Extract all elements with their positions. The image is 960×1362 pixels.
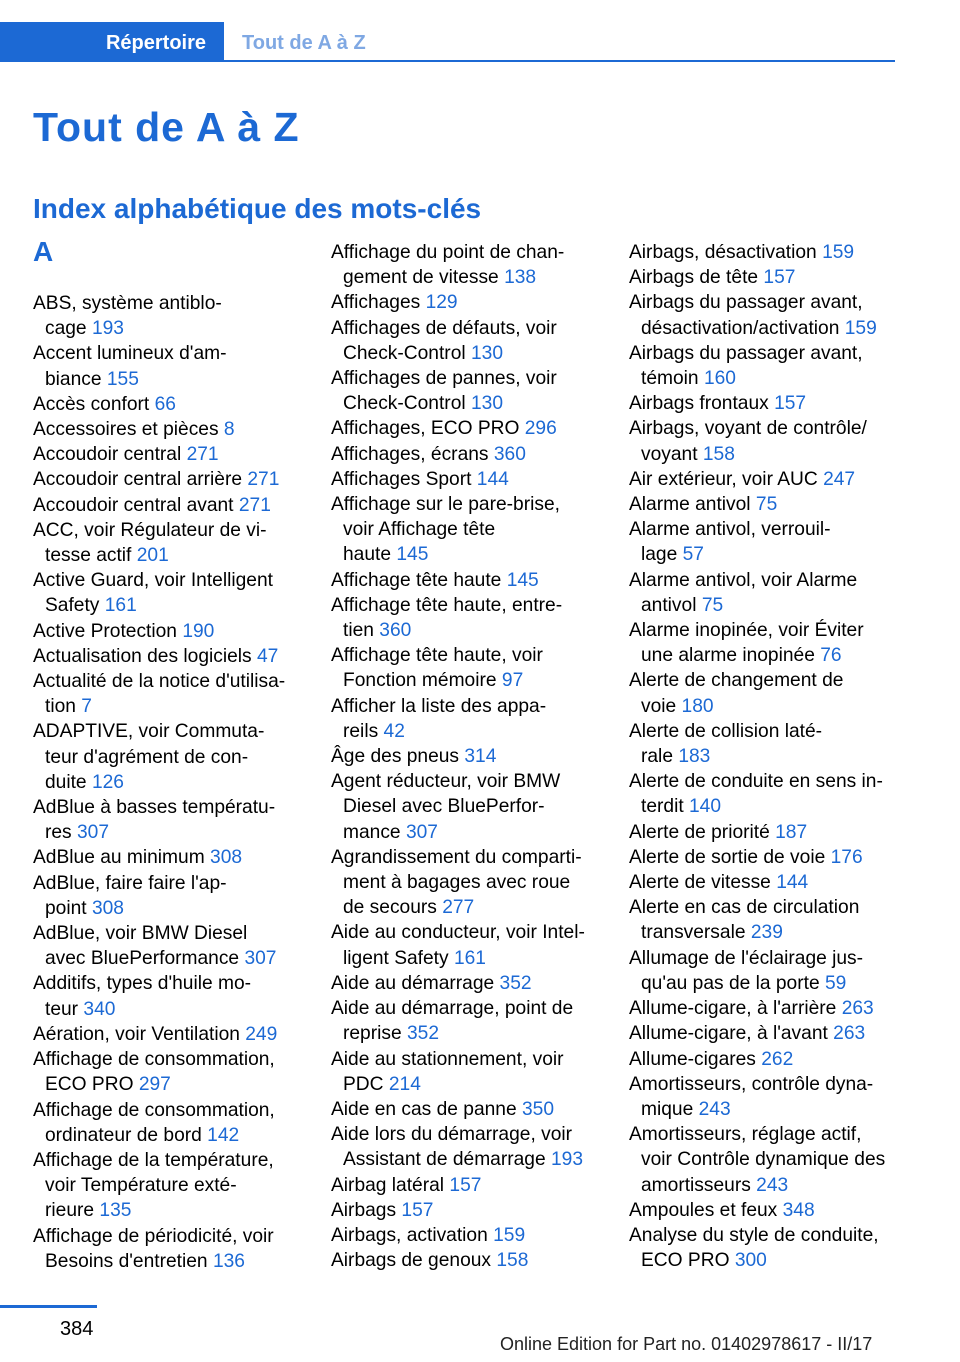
index-entry-text: ment à bagages avec roue [343,872,571,894]
index-entry-text: Affichage de consommation, [33,1099,275,1121]
index-entry [33,1047,305,1097]
index-subtitle: Index alphabétique des mots-clés [33,193,482,224]
index-entry-text: voir Affichage tête [343,519,496,541]
index-entry [331,467,603,492]
index-page-link[interactable]: 159 [493,1224,526,1246]
index-entry-text: Alerte de priorité [629,821,770,843]
index-entry [33,644,305,669]
index-page-link[interactable]: 59 [824,972,847,994]
index-entry-text: ADAPTIVE, voir Commuta- [33,721,265,743]
index-entry [629,946,901,996]
index-entry [331,920,603,970]
index-entry-text: Amortisseurs, réglage actif, [629,1124,862,1146]
index-entry-text: Alarme inopinée, voir Éviter [629,620,864,642]
header-tab-repertoire[interactable]: Répertoire [0,22,224,62]
index-page-link[interactable]: 307 [77,822,110,844]
index-entry [331,1248,603,1273]
index-entry-text: antivol [641,594,697,616]
index-page-link[interactable]: 249 [245,1023,278,1045]
index-entry-text: Alerte de sortie de voie [629,846,826,868]
index-entry-text: Diesel avec BluePerfor- [343,796,545,818]
index-page-link[interactable]: 263 [841,998,874,1020]
index-page-link[interactable]: 307 [244,948,277,970]
index-entry [629,618,901,668]
index-page-link[interactable]: 314 [464,746,497,768]
index-entry-text: gement de vitesse [343,267,499,289]
index-entry-text: Afficher la liste des appa- [331,695,547,717]
index-entry-text: amortisseurs [641,1174,751,1196]
index-entry-text: rale [641,746,673,768]
index-entry [331,568,603,593]
index-entry-text: ECO PRO [45,1074,134,1096]
index-page-link[interactable]: 239 [750,922,783,944]
index-entry [33,795,305,845]
index-entry-text: Affichages de pannes, voir [331,368,557,390]
index-entry-text: Affichages, écrans [331,443,489,465]
index-entry [331,694,603,744]
index-entry-text: Safety [45,595,100,617]
index-entry [331,492,603,568]
index-entry [629,341,901,391]
index-entry-text: Aération, voir Ventilation [33,1023,240,1045]
index-entry-text: Airbags, voyant de contrôle/ [629,418,867,440]
index-entry [629,517,901,567]
index-page-link[interactable]: 190 [182,620,215,642]
index-entry [629,845,901,870]
index-page-link[interactable]: 160 [703,368,736,390]
index-entry-text: Airbags, activation [331,1224,488,1246]
index-entry [331,1047,603,1097]
index-page-link[interactable]: 75 [755,494,778,516]
index-entry [331,593,603,643]
index-entry [331,1223,603,1248]
index-entry-text: voir Contrôle dynamique des [641,1149,886,1171]
index-entry-text: Allume-cigare, à l'arrière [629,998,837,1020]
index-entry-text: Affichage tête haute, entre- [331,594,563,616]
index-entry-text: AdBlue, voir BMW Diesel [33,923,248,945]
index-page-link[interactable]: 263 [833,1023,866,1045]
index-page-link[interactable]: 247 [823,468,856,490]
index-entry-text: Alerte de changement de [629,670,844,692]
index-entry [629,240,901,265]
index-page-link[interactable]: 157 [449,1174,482,1196]
index-entry [629,492,901,517]
index-entry-text: Assistant de démarrage [343,1149,546,1171]
index-entry [331,1198,603,1223]
index-page-link[interactable]: 75 [701,594,724,616]
index-page-link[interactable]: 277 [442,897,475,919]
index-entry [331,971,603,996]
index-entry-text: ordinateur de bord [45,1124,202,1146]
index-page-link[interactable]: 145 [506,569,539,591]
index-page-link[interactable]: 183 [678,746,711,768]
index-entry-text: Accent lumineux d'am- [33,343,227,365]
index-column-2 [331,240,603,1273]
index-entry [33,1224,305,1274]
index-entry-text: Affichages Sport [331,468,472,490]
index-page-link[interactable]: 138 [504,267,537,289]
index-entry-text: Airbags [331,1199,397,1221]
index-entry-text: terdit [641,796,684,818]
index-entry [629,568,901,618]
index-page-link[interactable]: 7 [81,696,92,718]
index-entry-text: témoin [641,368,699,390]
index-page-link[interactable]: 130 [470,393,503,415]
index-page-link[interactable]: 135 [99,1200,132,1222]
index-entry [629,870,901,895]
index-page-link[interactable]: 307 [405,821,438,843]
index-page-link[interactable]: 308 [210,847,243,869]
index-entry [33,845,305,870]
index-entry-text: mique [641,1098,694,1120]
index-entry-text: biance [45,368,102,390]
index-entry-text: Affichage sur le pare-brise, [331,494,560,516]
index-entry-text: Airbags du passager avant, [629,292,863,314]
index-entry-text: Check-Control [343,342,466,364]
index-entry-text: Aide en cas de panne [331,1098,517,1120]
index-entry [331,769,603,845]
index-entry [629,391,901,416]
index-page-link[interactable]: 296 [524,418,557,440]
index-letter-heading: A [33,236,54,267]
index-entry-text: une alarme inopinée [641,645,815,667]
index-entry-text: Affichage de consommation, [33,1049,275,1071]
index-entry-text: reprise [343,1023,402,1045]
index-page-link[interactable]: 145 [396,544,429,566]
index-entry-text: Allumage de l'éclairage jus- [629,947,864,969]
index-entry-text: reils [343,720,379,742]
index-entry-text: tesse actif [45,545,132,567]
index-entry-text: Aide lors du démarrage, voir [331,1124,573,1146]
index-entry-text: Alerte de conduite en sens in- [629,771,883,793]
index-entry-text: Accoudoir central arrière [33,469,243,491]
index-entry [629,1072,901,1122]
index-entry-text: voir Température exté- [45,1175,237,1197]
index-entry-text: ACC, voir Régulateur de vi- [33,519,267,541]
index-entry [33,921,305,971]
index-entry [629,1122,901,1198]
edition-note: Online Edition for Part no. 01402978617 - II/17 [500,1334,873,1354]
index-page-link[interactable]: 144 [776,872,809,894]
index-entry-text: Besoins d'entretien [45,1250,208,1272]
index-entry-text: ABS, système antiblo- [33,293,222,314]
index-entry [33,1098,305,1148]
index-entry-text: Affichage tête haute, voir [331,645,543,667]
index-page-link[interactable]: 193 [550,1149,583,1171]
header-tab-tout-de-a-a-z[interactable]: Tout de A à Z [242,32,366,54]
index-entry [629,668,901,718]
index-entry [331,845,603,921]
index-page-link[interactable]: 157 [401,1199,434,1221]
index-page-link[interactable]: 201 [136,545,169,567]
index-entry [629,1198,901,1223]
index-page-link[interactable]: 140 [689,796,722,818]
index-entry-text: avec BluePerformance [45,948,240,970]
index-entry-text: teur [45,998,79,1020]
index-page-link[interactable]: 47 [257,645,279,667]
index-entry [629,1223,901,1273]
index-entry [33,392,305,417]
index-entry [331,744,603,769]
index-entry [33,669,305,719]
index-entry-text: Accoudoir central [33,444,182,466]
index-page-link[interactable]: 243 [698,1098,731,1120]
index-entry-text: duite [45,771,87,793]
index-entry [33,568,305,618]
index-page-link[interactable]: 157 [774,393,807,415]
index-entry [629,820,901,845]
index-entry-text: Affichages de défauts, voir [331,317,557,339]
index-entry [331,1122,603,1172]
index-entry-text: voyant [641,443,698,465]
index-entry [33,417,305,442]
footer-rule [0,1305,97,1308]
index-entry-text: teur d'agrément de con- [45,746,249,768]
index-page-link[interactable]: 158 [496,1250,529,1272]
index-page-link[interactable]: 360 [493,443,526,465]
index-entry-text: Airbags frontaux [629,393,769,415]
index-entry [331,442,603,467]
index-page-link[interactable]: 97 [501,670,524,692]
index-entry-text: lage [641,544,678,566]
index-column-3 [629,240,901,1273]
index-entry [629,265,901,290]
index-page-link[interactable]: 66 [154,393,176,415]
index-page-link[interactable]: 297 [138,1074,171,1096]
index-entry [33,719,305,795]
index-entry-text: Alarme antivol, verrouil- [629,519,831,541]
index-entry [33,518,305,568]
index-entry-text: Active Protection [33,620,177,642]
index-entry-text: Airbags du passager avant, [629,342,863,364]
index-entry [629,467,901,492]
index-entry-text: mance [343,821,401,843]
index-entry-text: AdBlue à basses températu- [33,797,276,819]
index-page-link[interactable]: 176 [830,846,863,868]
index-entry-text: Agent réducteur, voir BMW [331,771,561,793]
index-entry-text: ECO PRO [641,1250,730,1272]
index-page-link[interactable]: 126 [91,771,124,793]
index-page-link[interactable]: 300 [734,1250,767,1272]
index-entry-text: Aide au démarrage, point de [331,998,574,1020]
index-entry [629,1047,901,1072]
index-entry-text: cage [45,318,87,340]
index-entry-text: Aide au stationnement, voir [331,1048,564,1070]
index-entry [33,493,305,518]
index-page-link[interactable]: 348 [782,1199,815,1221]
index-entry-text: Affichages [331,292,421,314]
index-page-link[interactable]: 243 [756,1174,789,1196]
index-entry-text: Affichage de périodicité, voir [33,1225,274,1247]
index-page-link[interactable]: 180 [681,695,714,717]
index-entry-text: Alerte de vitesse [629,872,771,894]
index-entry-text: Agrandissement du comparti- [331,846,582,868]
index-entry-text: Affichage tête haute [331,569,502,591]
index-entry [33,467,305,492]
index-entry-text: Additifs, types d'huile mo- [33,973,252,995]
index-entry-text: Affichage de la température, [33,1149,274,1171]
index-entry-text: tion [45,696,76,718]
index-entry [629,290,901,340]
index-entry-text: désactivation/activation [641,317,840,339]
index-entry [331,996,603,1046]
index-page-link[interactable]: 161 [453,947,486,969]
index-entry [33,291,305,341]
index-entry-text: Accoudoir central avant [33,494,234,516]
index-page-link[interactable]: 193 [91,318,124,340]
index-entry-text: point [45,897,87,919]
index-entry-text: Aide au conducteur, voir Intel- [331,922,585,944]
index-entry-text: Allume-cigares [629,1048,756,1070]
page-number: 384 [60,1318,94,1340]
index-page-link[interactable]: 129 [425,292,458,314]
index-entry-text: AdBlue au minimum [33,847,205,869]
index-entry-text: Airbag latéral [331,1174,445,1196]
index-entry-text: ligent Safety [343,947,449,969]
index-page-link[interactable]: 159 [822,242,855,263]
index-entry [629,996,901,1021]
index-entry-text: Airbags de genoux [331,1250,492,1272]
index-entry-text: tien [343,620,374,642]
index-page-link[interactable]: 155 [106,368,139,390]
index-entry [33,1022,305,1047]
index-entry [331,416,603,441]
index-entry-text: res [45,822,72,844]
index-page-link[interactable]: 157 [763,267,796,289]
index-page-link[interactable]: 214 [388,1073,421,1095]
index-entry-text: Alerte de collision laté- [629,720,823,742]
index-page-link[interactable]: 271 [186,444,219,466]
index-entry [331,643,603,693]
index-entry-text: voie [641,695,677,717]
index-page-link[interactable]: 350 [521,1098,554,1120]
index-entry [331,1097,603,1122]
index-page-link[interactable]: 161 [104,595,137,617]
index-entry [33,442,305,467]
index-page-link[interactable]: 130 [470,342,503,364]
index-entry-text: haute [343,544,392,566]
index-entry [33,1148,305,1224]
index-page-link[interactable]: 76 [820,645,842,667]
index-entry-text: Check-Control [343,393,466,415]
index-entry-text: Âge des pneus [331,746,460,768]
index-page-link[interactable]: 340 [83,998,116,1020]
index-page-link[interactable]: 271 [238,494,271,516]
index-page-link[interactable]: 42 [383,720,405,742]
index-entry [331,1173,603,1198]
index-page-link[interactable]: 262 [761,1048,794,1070]
index-entry-text: Fonction mémoire [343,670,497,692]
index-entry [629,769,901,819]
index-entry-text: Airbags, désactivation [629,242,817,263]
index-page-link[interactable]: 352 [407,1023,440,1045]
index-entry [331,290,603,315]
index-entry-text: qu'au pas de la porte [641,972,820,994]
index-entry [629,719,901,769]
index-entry-text: Actualité de la notice d'utilisa- [33,671,286,693]
index-entry-text: Analyse du style de conduite, [629,1224,879,1246]
header-rule [0,60,895,62]
index-entry-text: Affichage du point de chan- [331,242,565,263]
index-entry-text: Amortisseurs, contrôle dyna- [629,1073,874,1095]
index-entry-text: Aide au démarrage [331,972,495,994]
index-entry-text: Accès confort [33,393,150,415]
index-page-link[interactable]: 8 [223,419,235,441]
index-entry-text: Alarme antivol [629,494,751,516]
index-page-link[interactable]: 187 [775,821,808,843]
index-entry [33,971,305,1021]
index-entry-text: Airbags de tête [629,267,759,289]
index-entry-text: Air extérieur, voir AUC [629,468,818,490]
index-entry-text: Alarme antivol, voir Alarme [629,569,858,591]
index-entry [331,316,603,366]
index-column-1 [33,291,305,1274]
index-entry-text: Actualisation des logiciels [33,645,252,667]
index-entry-text: Alerte en cas de circulation [629,897,860,919]
index-page-link[interactable]: 158 [702,443,735,465]
index-entry-text: PDC [343,1073,384,1095]
index-entry-text: AdBlue, faire faire l'ap- [33,872,227,894]
index-page-link[interactable]: 159 [844,317,877,339]
index-entry-text: Accessoires et pièces [33,419,219,441]
index-entry [331,240,603,290]
index-page-link[interactable]: 308 [91,897,124,919]
index-entry [33,871,305,921]
index-page-link[interactable]: 352 [499,972,532,994]
index-page-link[interactable]: 144 [476,468,509,490]
index-entry [33,341,305,391]
index-entry-text: Active Guard, voir Intelligent [33,570,273,592]
index-entry-text: de secours [343,897,437,919]
index-entry [33,619,305,644]
index-entry-text: Ampoules et feux [629,1199,778,1221]
page-title: Tout de A à Z [33,104,300,150]
index-page-link[interactable]: 136 [212,1250,245,1272]
index-entry-text: rieure [45,1200,95,1222]
page-header [0,22,895,62]
index-entry [331,366,603,416]
index-entry [629,895,901,945]
index-entry-text: Affichages, ECO PRO [331,418,520,440]
index-page-link[interactable]: 271 [247,469,280,491]
index-entry-text: Allume-cigare, à l'avant [629,1023,828,1045]
index-entry-text: transversale [641,922,746,944]
index-page-link[interactable]: 360 [379,620,412,642]
index-page-link[interactable]: 142 [207,1124,240,1146]
index-entry [629,416,901,466]
index-entry [629,1021,901,1046]
index-page-link[interactable]: 57 [682,544,704,566]
